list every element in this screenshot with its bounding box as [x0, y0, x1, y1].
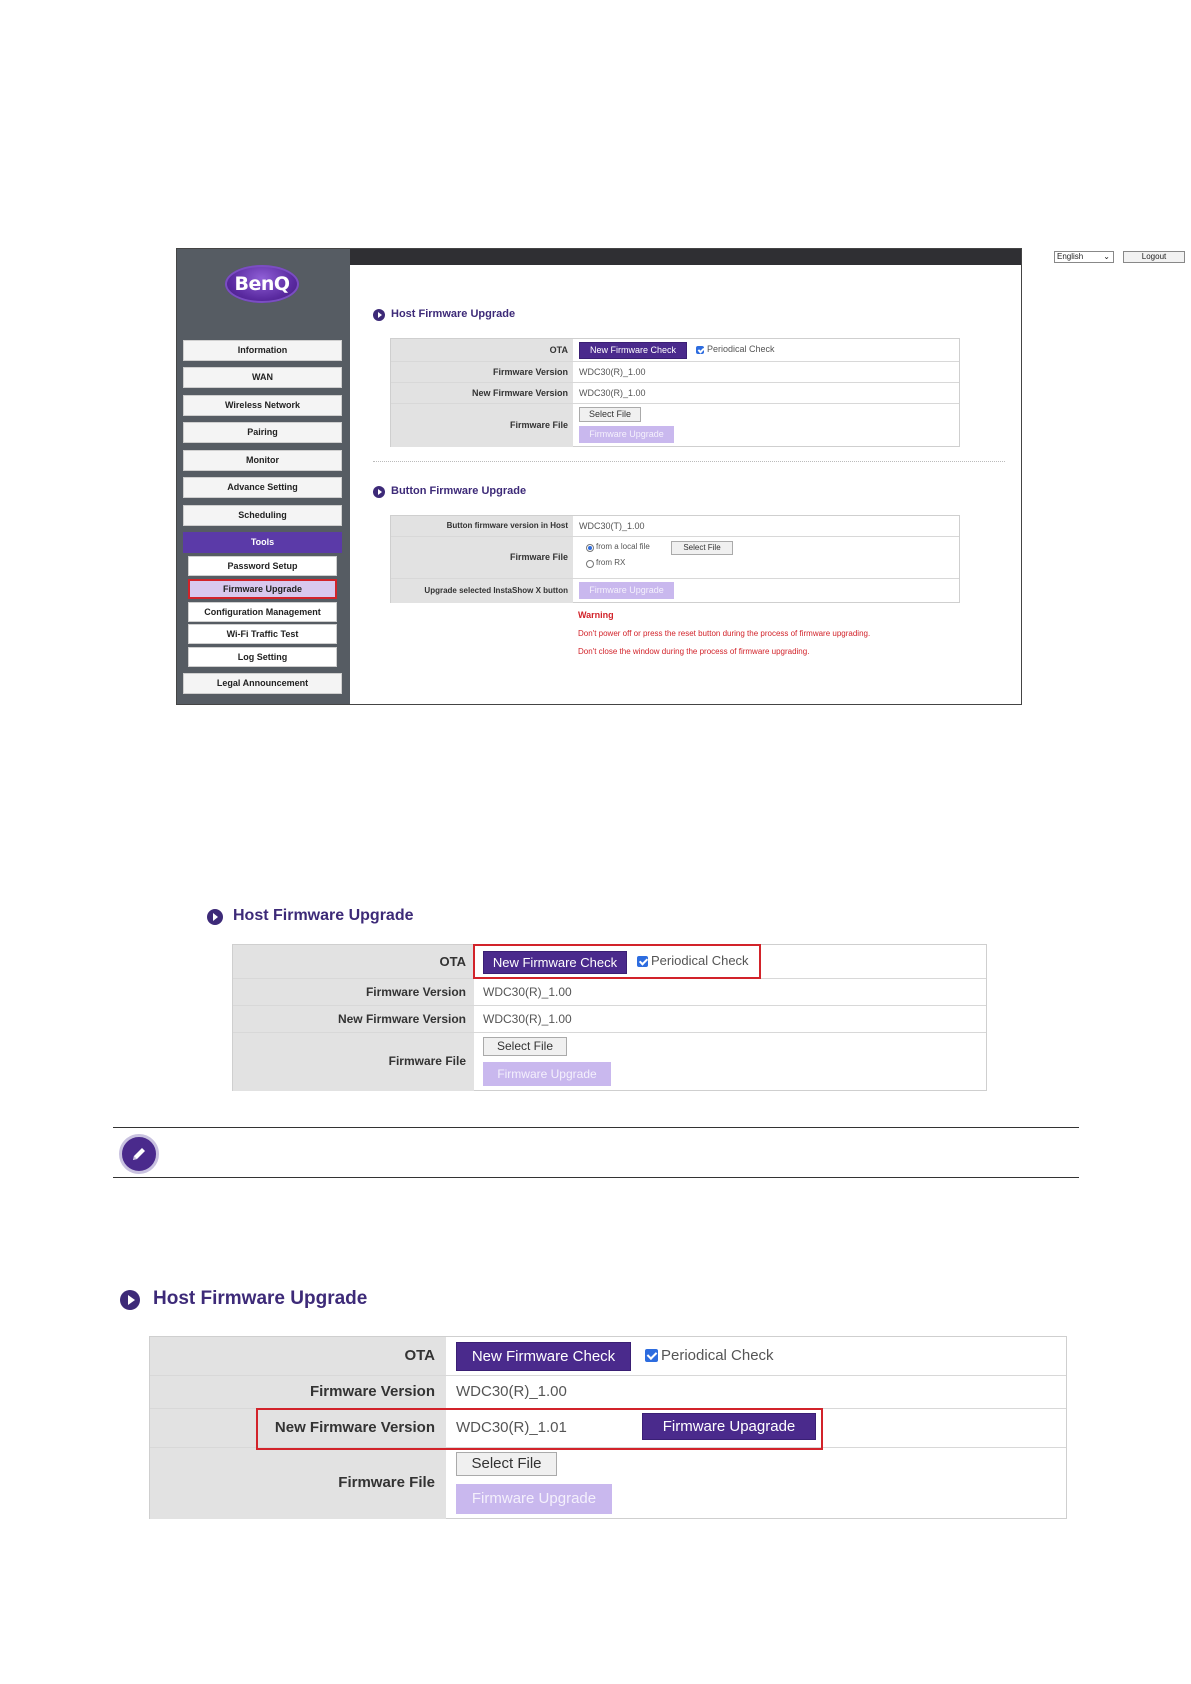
button-version-row [391, 516, 959, 537]
crop2-select-file-button[interactable]: Select File [483, 1037, 567, 1056]
button-section-title: Button Firmware Upgrade [391, 485, 527, 497]
ota-row [391, 339, 959, 362]
radio-from-rx-label: from RX [596, 558, 626, 567]
sidebar-sub-configuration-management[interactable]: Configuration Management [188, 602, 337, 622]
crop3-periodical-check-label: Periodical Check [661, 1347, 774, 1364]
crop2-new-firmware-check-button[interactable]: New Firmware Check [483, 951, 627, 974]
crop3-ota-row [150, 1337, 1066, 1376]
new-firmware-version-row [391, 383, 959, 404]
crop2-firmware-upgrade-button[interactable]: Firmware Upgrade [483, 1062, 611, 1086]
crop3-firmware-file-label: Firmware File [150, 1448, 446, 1519]
language-select[interactable] [1054, 251, 1114, 263]
crop3-firmware-version-label: Firmware Version [150, 1376, 446, 1408]
firmware-upgrade-button[interactable]: Firmware Upgrade [579, 426, 674, 443]
crop3-firmware-file-row [150, 1448, 1066, 1519]
crop2-section-title: Host Firmware Upgrade [233, 907, 414, 924]
crop2-periodical-check-label: Periodical Check [651, 953, 749, 968]
crop2-new-firmware-version-label: New Firmware Version [233, 1006, 474, 1032]
admin-screenshot [176, 248, 1167, 705]
sidebar [177, 249, 350, 704]
crop2-ota-label: OTA [233, 945, 474, 978]
sidebar-sub-password-setup[interactable]: Password Setup [188, 556, 337, 576]
host-section-title: Host Firmware Upgrade [391, 308, 516, 320]
sidebar-sub-log-setting[interactable]: Log Setting [188, 647, 337, 667]
sidebar-sub-wifi-traffic-test[interactable]: Wi-Fi Traffic Test [188, 624, 337, 644]
new-firmware-version-value: WDC30(R)_1.00 [579, 388, 646, 398]
select-file-button[interactable]: Select File [579, 407, 641, 422]
warning-line-1: Don't power off or press the reset button during the process of firmware upgrading. [578, 629, 871, 638]
warning-title: Warning [578, 610, 614, 620]
warning-line-2: Don't close the window during the process of firmware upgrading. [578, 647, 810, 656]
crop3-periodical-check-checkbox[interactable] [645, 1349, 658, 1362]
sidebar-item-pairing[interactable]: Pairing [183, 422, 342, 443]
crop3-select-file-button[interactable]: Select File [456, 1452, 557, 1476]
language-value: English [1057, 252, 1084, 261]
crop2-highlight-box [473, 944, 761, 979]
note-divider-bottom [113, 1177, 1079, 1178]
periodical-check-label: Periodical Check [707, 344, 775, 354]
button-fw-table [390, 515, 960, 603]
radio-from-rx[interactable] [586, 560, 594, 568]
firmware-file-row [391, 404, 959, 447]
sidebar-item-wireless-network[interactable]: Wireless Network [183, 395, 342, 416]
button-firmware-upgrade-button[interactable]: Firmware Upgrade [579, 582, 674, 599]
crop3-new-firmware-version-label: New Firmware Version [150, 1409, 446, 1447]
ota-label: OTA [391, 339, 573, 361]
chevron-down-icon: ⌄ [1103, 252, 1110, 261]
sidebar-item-tools[interactable]: Tools [183, 532, 342, 553]
section-play-icon [373, 309, 385, 321]
firmware-version-label: Firmware Version [391, 362, 573, 382]
crop3-highlight-box [256, 1408, 823, 1450]
crop2-firmware-version-label: Firmware Version [233, 979, 474, 1005]
firmware-version-value: WDC30(R)_1.00 [579, 367, 646, 377]
button-upgrade-row [391, 579, 959, 603]
new-firmware-check-button[interactable]: New Firmware Check [579, 342, 687, 359]
crop2-new-firmware-version-value: WDC30(R)_1.00 [483, 1012, 572, 1026]
crop3-firmware-upgrade-button[interactable]: Firmware Upgrade [456, 1484, 612, 1514]
crop2-new-firmware-version-row [233, 1006, 986, 1033]
radio-local-file-label: from a local file [596, 542, 650, 551]
crop3-ota-label: OTA [150, 1337, 446, 1375]
crop2-firmware-version-row [233, 979, 986, 1006]
sidebar-item-wan[interactable]: WAN [183, 367, 342, 388]
sidebar-item-scheduling[interactable]: Scheduling [183, 505, 342, 526]
crop3-firmware-version-value: WDC30(R)_1.00 [456, 1383, 567, 1400]
firmware-file-label: Firmware File [391, 404, 573, 447]
crop2-firmware-file-label: Firmware File [233, 1033, 474, 1091]
section-play-icon [373, 486, 385, 498]
top-bar [350, 249, 1167, 265]
crop3-section-title: Host Firmware Upgrade [153, 1288, 368, 1309]
section-play-icon [120, 1290, 140, 1310]
button-file-label: Firmware File [391, 537, 573, 578]
crop3-new-firmware-check-button[interactable]: New Firmware Check [456, 1342, 631, 1371]
sidebar-item-information[interactable]: Information [183, 340, 342, 361]
crop2-firmware-file-row [233, 1033, 986, 1091]
crop3-firmware-version-row [150, 1376, 1066, 1409]
sidebar-item-advance-setting[interactable]: Advance Setting [183, 477, 342, 498]
button-version-value: WDC30(T)_1.00 [579, 521, 645, 531]
host-fw-table [390, 338, 960, 447]
section-play-icon [207, 909, 223, 925]
sidebar-item-monitor[interactable]: Monitor [183, 450, 342, 471]
crop3-firmware-upagrade-button[interactable]: Firmware Upagrade [642, 1413, 816, 1440]
benq-logo: BenQ [225, 265, 299, 303]
button-version-label: Button firmware version in Host [391, 516, 573, 536]
note-divider-top [113, 1127, 1079, 1128]
crop2-firmware-version-value: WDC30(R)_1.00 [483, 985, 572, 999]
button-upgrade-label: Upgrade selected InstaShow X button [391, 579, 573, 603]
periodical-check-checkbox[interactable] [696, 346, 704, 354]
radio-local-file[interactable] [586, 544, 594, 552]
section-divider [373, 461, 1005, 462]
button-file-row [391, 537, 959, 579]
new-firmware-version-label: New Firmware Version [391, 383, 573, 403]
firmware-version-row [391, 362, 959, 383]
sidebar-item-legal-announcement[interactable]: Legal Announcement [183, 673, 342, 694]
crop3-new-firmware-version-value: WDC30(R)_1.01 [456, 1419, 567, 1436]
button-select-file-button[interactable]: Select File [671, 541, 733, 555]
pencil-icon [119, 1134, 159, 1174]
logout-button[interactable]: Logout [1123, 251, 1185, 263]
sidebar-sub-firmware-upgrade[interactable]: Firmware Upgrade [188, 579, 337, 599]
